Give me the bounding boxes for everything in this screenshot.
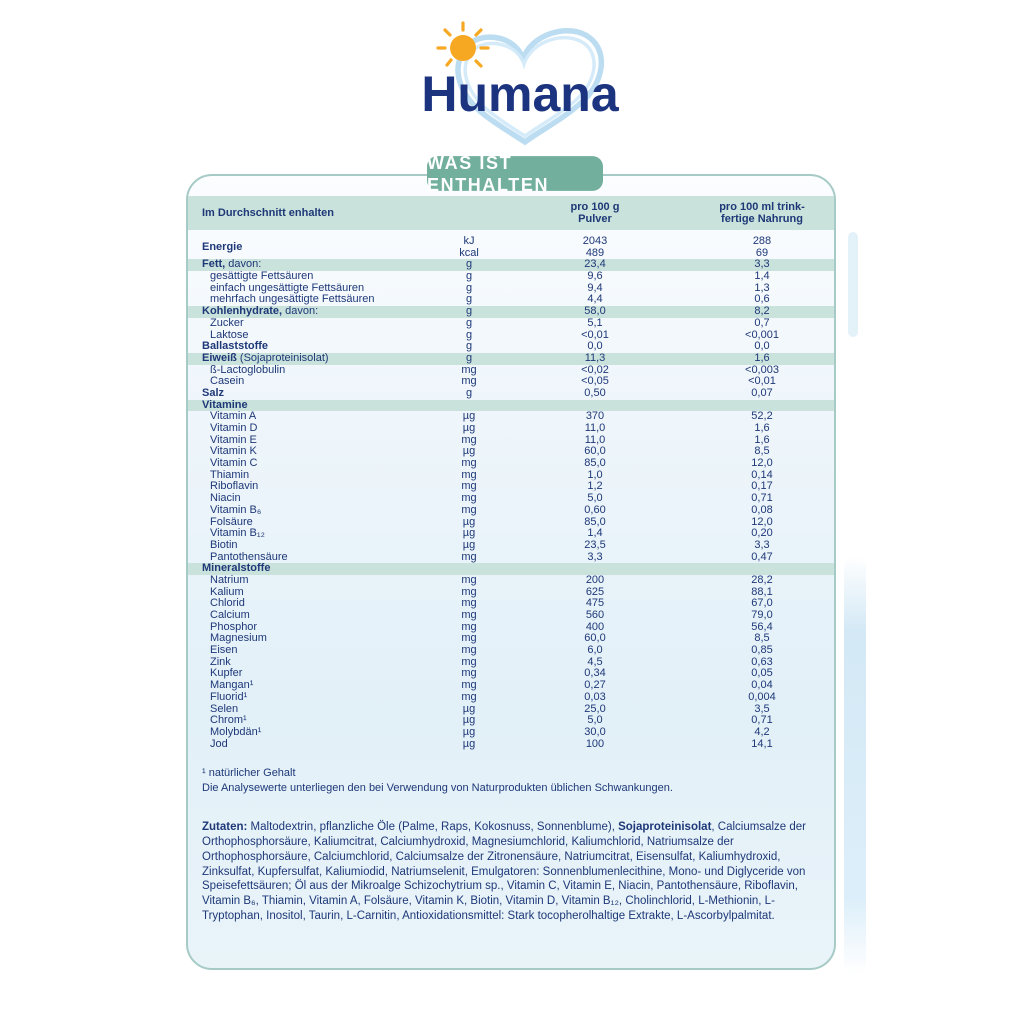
row-value-100g: 3,3 bbox=[587, 550, 603, 563]
row-name: Phosphor bbox=[210, 620, 258, 633]
row-value-100ml: 0,63 bbox=[751, 655, 773, 668]
row-value-100ml: 0,05 bbox=[751, 667, 773, 680]
ingredients-text: , Calciumsalze der Orthophosphorsäure, Kaliumcitrat, Calciumhydroxid, Magnesiumchlorid, Kaliumchlorid, Natriumsalze der Orthophosphorsäure, Calciumchlorid, Calciumsalze der Zitronensäure, Natriumcitrat, Eisensulfat, Kaliumhydroxid, Zinksulfat, Kupfersulfat, Kaliumiodid, Natriumselenit, Emulgatoren: Sonnenblumenlecithine, Mono- und Diglyceride von Speisefettsäuren; Öl aus der Mikroalge Schizochytrium sp., Vitamin C, Vitamin E, Niacin, Pantothensäure, Riboflavin, Vitamin B₆, Thiamin, Vitamin A, Folsäure, Vitamin K, Biotin, Vitamin D, Vitamin B₁₂, Cholinchlorid, L-Methionin, L-Tryptophan, Inositol, Taurin, L-Carnitin, Antioxidationsmittel: Stark tocopherolhaltige Extrakte, L-Ascorbylpalmitat. bbox=[202, 821, 806, 923]
row-name: einfach ungesättigte Fettsäuren bbox=[210, 281, 365, 294]
table-row bbox=[188, 552, 834, 564]
row-value-100g: 0,60 bbox=[584, 503, 606, 516]
row-unit: µg bbox=[462, 538, 476, 551]
table-row bbox=[188, 376, 834, 388]
row-value-100g: 30,0 bbox=[584, 725, 606, 738]
row-value-100ml: 1,6 bbox=[754, 422, 770, 435]
row-unit: mg bbox=[461, 620, 477, 633]
row-unit: mg bbox=[461, 597, 477, 610]
row-unit: g bbox=[465, 293, 473, 306]
row-name: Jod bbox=[210, 737, 228, 750]
row-value-100g: 9,6 bbox=[587, 270, 603, 283]
row-value-100g: 0,0 bbox=[587, 340, 603, 353]
row-unit: µg bbox=[462, 725, 476, 738]
row-unit: mg bbox=[461, 433, 477, 446]
row-value-100ml: 1,4 bbox=[754, 270, 770, 283]
row-value-100ml: 3,3 bbox=[754, 538, 770, 551]
row-value-100ml: 1,6 bbox=[754, 351, 770, 364]
header-average-contains: Im Durchschnitt enhalten bbox=[202, 207, 335, 219]
row-value-100ml: 3,5 bbox=[754, 702, 770, 715]
table-row bbox=[188, 318, 834, 330]
row-value-100g: 6,0 bbox=[587, 644, 603, 657]
section-row bbox=[188, 400, 834, 412]
row-value-100ml: 0,14 bbox=[751, 468, 773, 481]
row-name: Chrom¹ bbox=[210, 714, 247, 727]
row-value-100g: <0,05 bbox=[581, 375, 609, 388]
row-name: mehrfach ungesättigte Fettsäuren bbox=[210, 293, 375, 306]
row-value-100g: 5,0 bbox=[587, 714, 603, 727]
row-unit: mg bbox=[461, 609, 477, 622]
row-value-100ml: 0,6 bbox=[754, 293, 770, 306]
row-unit: µg bbox=[462, 527, 476, 540]
row-name: Energie bbox=[202, 241, 243, 253]
table-row bbox=[188, 622, 834, 634]
nutrition-rows bbox=[188, 236, 834, 750]
row-value-100ml: 0,07 bbox=[751, 386, 773, 399]
row-name: Vitamine bbox=[202, 398, 248, 411]
row-value-100ml: 14,1 bbox=[751, 737, 773, 750]
row-value-100g: 25,0 bbox=[584, 702, 606, 715]
row-value-100ml: 3,3 bbox=[754, 258, 770, 271]
row-value-100ml: 0,04 bbox=[751, 679, 773, 692]
row-value-100g: 1,2 bbox=[587, 480, 603, 493]
row-value-100ml: 88,1 bbox=[751, 585, 773, 598]
table-row bbox=[188, 680, 834, 692]
row-name: Natrium bbox=[210, 573, 249, 586]
row-unit: µg bbox=[462, 515, 476, 528]
contents-badge-label: WAS IST ENTHALTEN bbox=[427, 151, 550, 195]
row-value-100g: 4,4 bbox=[587, 293, 603, 306]
row-value-100ml: 8,5 bbox=[754, 445, 770, 458]
row-unit: mg bbox=[461, 375, 477, 388]
table-row bbox=[188, 365, 834, 377]
row-unit: g bbox=[465, 386, 473, 399]
row-name: Calcium bbox=[210, 609, 250, 622]
row-value-100g: 11,0 bbox=[584, 422, 606, 435]
row-name: Vitamin K bbox=[210, 445, 257, 458]
row-value-100ml: 67,0 bbox=[751, 597, 773, 610]
row-name: Pantothensäure bbox=[210, 550, 288, 563]
table-row bbox=[188, 692, 834, 704]
row-value-100ml: 288 69 bbox=[752, 235, 772, 259]
row-value-100ml: 8,2 bbox=[754, 305, 770, 318]
row-unit: mg bbox=[461, 492, 477, 505]
row-name: Fluorid¹ bbox=[210, 690, 248, 703]
row-value-100g: 1,4 bbox=[587, 527, 603, 540]
row-name: Vitamin E bbox=[210, 433, 257, 446]
row-value-100g: <0,01 bbox=[581, 328, 609, 341]
table-row bbox=[188, 411, 834, 423]
table-row bbox=[188, 388, 834, 400]
row-value-100g: 475 bbox=[585, 597, 605, 610]
table-row bbox=[188, 435, 834, 447]
row-name: Riboflavin bbox=[210, 480, 259, 493]
row-name: Salz bbox=[202, 386, 225, 399]
row-unit: mg bbox=[461, 363, 477, 376]
row-unit: mg bbox=[461, 667, 477, 680]
row-name: Laktose bbox=[210, 328, 249, 341]
row-name: Vitamin B₆ bbox=[210, 503, 262, 516]
row-value-100g: 560 bbox=[585, 609, 605, 622]
row-value-100g: 2043 489 bbox=[582, 235, 608, 259]
row-value-100g: 85,0 bbox=[584, 515, 606, 528]
row-name: Fett, davon: bbox=[202, 258, 262, 271]
row-value-100g: 23,5 bbox=[584, 538, 606, 551]
row-name: ß-Lactoglobulin bbox=[210, 363, 286, 376]
row-unit: g bbox=[465, 270, 473, 283]
row-unit: kJ kcal bbox=[459, 235, 479, 259]
row-value-100g: 5,1 bbox=[587, 316, 603, 329]
row-value-100ml: 1,6 bbox=[754, 433, 770, 446]
ingredients-text: Maltodextrin, pflanzliche Öle (Palme, Raps, Kokosnuss, Sonnenblume), bbox=[247, 821, 619, 834]
row-name: Thiamin bbox=[210, 468, 250, 481]
row-value-100ml: 0,20 bbox=[751, 527, 773, 540]
row-name: Chlorid bbox=[210, 597, 245, 610]
row-value-100g: 60,0 bbox=[584, 445, 606, 458]
row-value-100g: 23,4 bbox=[584, 258, 606, 271]
row-name: Vitamin C bbox=[210, 457, 258, 470]
row-unit: mg bbox=[461, 480, 477, 493]
row-value-100g: 625 bbox=[585, 585, 605, 598]
table-row bbox=[188, 727, 834, 739]
row-name: Vitamin B₁₂ bbox=[210, 527, 265, 540]
row-value-100ml: 52,2 bbox=[751, 410, 773, 423]
row-unit: mg bbox=[461, 679, 477, 692]
row-name: Folsäure bbox=[210, 515, 253, 528]
table-row bbox=[188, 505, 834, 517]
row-unit: mg bbox=[461, 585, 477, 598]
row-value-100ml: 12,0 bbox=[751, 457, 773, 470]
row-name: Vitamin A bbox=[210, 410, 257, 423]
table-row bbox=[188, 306, 834, 318]
table-row bbox=[188, 704, 834, 716]
table-row bbox=[188, 481, 834, 493]
page-curl-shadow-small bbox=[848, 232, 858, 337]
row-value-100g: 400 bbox=[585, 620, 605, 633]
table-row bbox=[188, 645, 834, 657]
row-value-100g: 0,27 bbox=[584, 679, 606, 692]
table-row bbox=[188, 470, 834, 482]
ingredients-bold-term: Zutaten: bbox=[202, 821, 248, 834]
row-value-100g: <0,02 bbox=[581, 363, 609, 376]
row-value-100ml: 0,71 bbox=[751, 714, 773, 727]
table-row bbox=[188, 423, 834, 435]
row-value-100ml: 0,47 bbox=[751, 550, 773, 563]
row-unit: µg bbox=[462, 445, 476, 458]
table-row bbox=[188, 657, 834, 669]
table-row bbox=[188, 587, 834, 599]
row-unit: g bbox=[465, 328, 473, 341]
row-value-100ml: 0,85 bbox=[751, 644, 773, 657]
row-unit: mg bbox=[461, 550, 477, 563]
row-value-100g: 0,03 bbox=[584, 690, 606, 703]
row-name: Kohlenhydrate, davon: bbox=[202, 305, 319, 318]
table-row bbox=[188, 575, 834, 587]
row-unit: mg bbox=[461, 655, 477, 668]
header-per-100ml: pro 100 ml trink- fertige Nahrung bbox=[719, 201, 805, 225]
row-unit: µg bbox=[462, 410, 476, 423]
row-value-100ml: 0,004 bbox=[748, 690, 776, 703]
logo-wordmark: Humana bbox=[421, 66, 619, 122]
row-unit: g bbox=[465, 258, 473, 271]
row-value-100ml: 79,0 bbox=[751, 609, 773, 622]
ingredients-bold-term: Sojaproteinisolat bbox=[618, 821, 712, 834]
footnote-natural-content: ¹ natürlicher Gehalt bbox=[202, 767, 296, 780]
row-unit: mg bbox=[461, 457, 477, 470]
nutrition-card bbox=[186, 174, 836, 970]
row-unit: g bbox=[465, 281, 473, 294]
table-row bbox=[188, 458, 834, 470]
row-value-100ml: 12,0 bbox=[751, 515, 773, 528]
row-value-100g: 1,0 bbox=[587, 468, 603, 481]
row-name: Vitamin D bbox=[210, 422, 258, 435]
table-row bbox=[188, 598, 834, 610]
row-unit: µg bbox=[462, 702, 476, 715]
table-row bbox=[188, 633, 834, 645]
row-value-100ml: 28,2 bbox=[751, 573, 773, 586]
row-value-100g: 100 bbox=[585, 737, 605, 750]
row-name: Ballaststoffe bbox=[202, 340, 269, 353]
row-value-100ml: 0,0 bbox=[754, 340, 770, 353]
row-name: Niacin bbox=[210, 492, 241, 505]
row-unit: mg bbox=[461, 632, 477, 645]
row-unit: g bbox=[465, 305, 473, 318]
row-value-100g: 5,0 bbox=[587, 492, 603, 505]
row-value-100ml: 8,5 bbox=[754, 632, 770, 645]
row-value-100ml: 1,3 bbox=[754, 281, 770, 294]
row-value-100g: 0,50 bbox=[584, 386, 606, 399]
row-unit: mg bbox=[461, 690, 477, 703]
footnote-analysis-note: Die Analysewerte unterliegen den bei Verwendung von Naturprodukten üblichen Schwankungen. bbox=[202, 781, 673, 794]
row-unit: µg bbox=[462, 714, 476, 727]
row-value-100ml: <0,003 bbox=[745, 363, 779, 376]
row-name: Zink bbox=[210, 655, 231, 668]
row-name: Biotin bbox=[210, 538, 238, 551]
row-value-100g: 11,0 bbox=[584, 433, 606, 446]
page-curl-shadow bbox=[844, 556, 866, 974]
footnote bbox=[202, 766, 834, 795]
table-row bbox=[188, 493, 834, 505]
row-unit: mg bbox=[461, 573, 477, 586]
row-unit: g bbox=[465, 351, 473, 364]
row-name: Kupfer bbox=[210, 667, 243, 680]
row-name: Kalium bbox=[210, 585, 244, 598]
row-name: Eiweiß (Sojaproteinisolat) bbox=[202, 351, 329, 364]
humana-logo bbox=[390, 18, 650, 153]
row-value-100ml: 56,4 bbox=[751, 620, 773, 633]
row-unit: mg bbox=[461, 503, 477, 516]
row-value-100g: 370 bbox=[585, 410, 605, 423]
row-name: Eisen bbox=[210, 644, 238, 657]
row-value-100ml: 0,17 bbox=[751, 480, 773, 493]
row-unit: g bbox=[465, 340, 473, 353]
row-value-100g: 85,0 bbox=[584, 457, 606, 470]
row-value-100ml: <0,01 bbox=[748, 375, 776, 388]
row-unit: mg bbox=[461, 644, 477, 657]
row-value-100g: 4,5 bbox=[587, 655, 603, 668]
ingredients-paragraph bbox=[202, 820, 816, 924]
row-name: Mineralstoffe bbox=[202, 562, 271, 575]
table-row bbox=[188, 330, 834, 342]
row-unit: mg bbox=[461, 468, 477, 481]
row-value-100g: 9,4 bbox=[587, 281, 603, 294]
table-row bbox=[188, 528, 834, 540]
contents-badge bbox=[427, 151, 603, 195]
row-unit: g bbox=[465, 316, 473, 329]
table-header bbox=[188, 196, 834, 230]
row-name: Zucker bbox=[210, 316, 244, 329]
row-unit: µg bbox=[462, 737, 476, 750]
table-row bbox=[188, 668, 834, 680]
row-value-100g: 58,0 bbox=[584, 305, 606, 318]
row-value-100ml: 0,08 bbox=[751, 503, 773, 516]
table-row bbox=[188, 517, 834, 529]
header-per-100g: pro 100 g Pulver bbox=[570, 201, 620, 225]
header-unit-spacer bbox=[438, 201, 500, 225]
row-value-100ml: 0,71 bbox=[751, 492, 773, 505]
row-value-100ml: 0,7 bbox=[754, 316, 770, 329]
row-value-100g: 60,0 bbox=[584, 632, 606, 645]
row-name: gesättigte Fettsäuren bbox=[210, 270, 314, 283]
table-row bbox=[188, 236, 834, 259]
row-value-100g: 200 bbox=[585, 573, 605, 586]
row-unit: µg bbox=[462, 422, 476, 435]
table-row bbox=[188, 446, 834, 458]
row-name: Selen bbox=[210, 702, 239, 715]
row-value-100g: 11,3 bbox=[584, 351, 606, 364]
table-row bbox=[188, 739, 834, 751]
table-row bbox=[188, 715, 834, 727]
table-row bbox=[188, 610, 834, 622]
row-name: Mangan¹ bbox=[210, 679, 254, 692]
row-value-100g: 0,34 bbox=[584, 667, 606, 680]
row-name: Magnesium bbox=[210, 632, 267, 645]
section-row bbox=[188, 563, 834, 575]
row-name: Casein bbox=[210, 375, 245, 388]
row-value-100ml: 4,2 bbox=[754, 725, 770, 738]
row-value-100ml: <0,001 bbox=[745, 328, 779, 341]
logo-graphic bbox=[390, 18, 650, 153]
row-name: Molybdän¹ bbox=[210, 725, 262, 738]
